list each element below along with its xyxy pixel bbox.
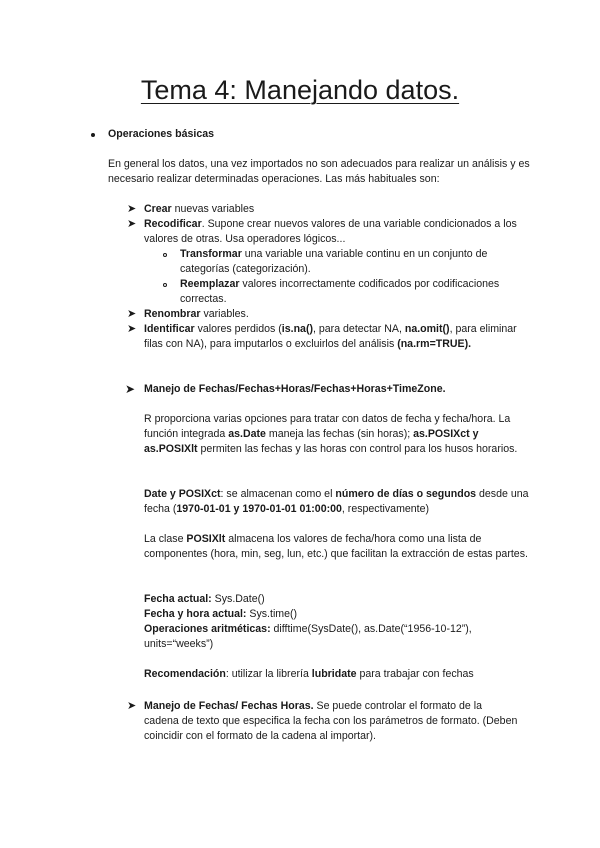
list-item-identificar: Identificar valores perdidos (is.na(), para detectar NA, na.omit(), para eliminar filas con NA), para imputarlos o excluirlos del análisis (na.rm=TRUE). [144,323,517,350]
date-functions-block [144,592,529,652]
bullet-dot-icon [91,133,95,137]
paragraph-opciones-fecha: R proporciona varias opciones para tratar con datos de fecha y fecha/hora. La función integrada as.Date maneja las fechas (sin horas); as.POSIXct y as.POSIXlt permiten las fechas y las horas con control para los husos horarios. [144,413,518,455]
arrow-bullet-icon: ➤ [125,382,136,396]
list-item-renombrar: Renombrar variables. [144,308,249,320]
paragraph-recomendacion: Recomendación: utilizar la librería lubridate para trabajar con fechas [144,668,474,680]
section-heading-operaciones: Operaciones básicas [108,128,214,140]
paragraph-posixlt: La clase POSIXlt almacena los valores de fecha/hora como una lista de componentes (hora, min, seg, lun, etc.) que facilitan la extracción de estas partes. [144,533,528,560]
fecha-hora-actual-line: Fecha y hora actual: Sys.time() [144,608,298,620]
paragraph-manejo-fechas-horas: Manejo de Fechas/ Fechas Horas. Se puede controlar el formato de la cadena de texto que especifica la fecha con los parámetros de formato. (Deben coincidir con el formato de la cadena al importar). [144,700,518,742]
fecha-actual-line: Fecha actual: Sys.Date() [144,593,265,605]
arrow-bullet-icon: ➤ [127,218,137,230]
arrow-bullet-icon: ➤ [127,323,137,335]
page-title: Tema 4: Manejando datos. [140,75,460,105]
list-item-recodificar: Recodificar. Supone crear nuevos valores de una variable condicionados a los valores de otras. Usa operadores lógicos... [144,218,517,245]
arrow-bullet-icon: ➤ [127,308,137,320]
intro-paragraph: En general los datos, una vez importados no son adecuados para realizar un análisis y es necesario realizar determinadas operaciones. Las más habituales son: [108,158,530,185]
operaciones-aritmeticas-line: Operaciones aritméticas: difftime(SysDate(), as.Date(“1956-10-12”), units=“weeks”) [144,623,472,650]
circle-bullet-icon [163,253,167,257]
sub-item-transformar: Transformar una variable una variable continu en un conjunto de categorías (categorización). [180,248,488,275]
paragraph-date-posixct: Date y POSIXct: se almacenan como el número de días o segundos desde una fecha (1970-01-01 y 1970-01-01 01:00:00, respectivamente) [144,488,529,515]
list-item-crear: Crear nuevas variables [144,203,255,215]
arrow-bullet-icon: ➤ [127,700,137,712]
arrow-bullet-icon: ➤ [127,203,137,215]
circle-bullet-icon [163,283,167,287]
sub-item-reemplazar: Reemplazar valores incorrectamente codificados por codificaciones correctas. [180,278,500,305]
section-heading-fechas: Manejo de Fechas/Fechas+Horas/Fechas+Horas+TimeZone. [144,383,446,395]
